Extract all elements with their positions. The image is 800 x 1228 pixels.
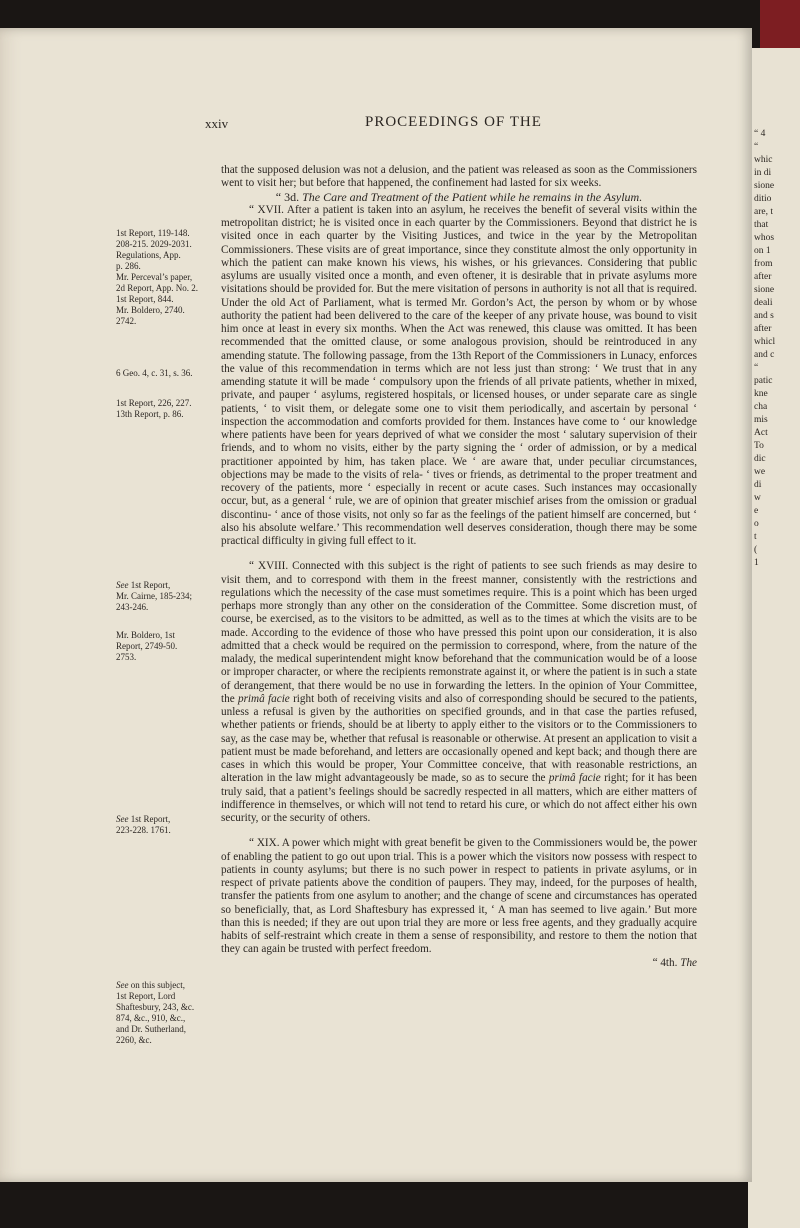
margin-note-5 [116, 630, 216, 663]
catchword: “ 4th. The [652, 956, 697, 969]
adjacent-page-fragment: t [754, 532, 757, 542]
paragraph-xix: “ XIX. A power which might with great benefit be given to the Commissioners would be, the power of enabling the patient to go out upon trial. This is a power which the visitors now possess with respect to patients in county asylums; but there is no such power in respect to patients in private asylums, or in respect of private patients above the condition of paupers. They may, indeed, for the purposes of health, transfer the patients from one asylum to another; and the change of scene and circumstances has operated so beneficially, that, as Lord Shaftesbury has expressed it, ‘ A man has seemed to live again.’ But more than this is needed; if they are out upon trial they are more or less free agents, and they gradually acquire habits of self-restraint which create in them a sense of responsibility, and restore to them the notion that they can again be trusted with perfect freedom. [221, 837, 697, 956]
section-heading: “ 3d. The Care and Treatment of the Patient while he remains in the Asylum. [275, 189, 643, 204]
adjacent-page-fragment: and c [754, 350, 775, 360]
adjacent-page-fragment: kne [754, 389, 768, 399]
adjacent-page-fragment: that [754, 220, 769, 230]
adjacent-page-fragment: ditio [754, 194, 772, 204]
adjacent-page-fragment: “ [754, 363, 759, 373]
margin-note-line: p. 286. [116, 261, 141, 271]
adjacent-page-fragment: di [754, 480, 762, 490]
adjacent-page-fragment: 1 [754, 558, 759, 568]
adjacent-page-fragment: ( [754, 545, 758, 555]
margin-note-line: 2742. [116, 316, 137, 326]
paragraph-intro: that the supposed delusion was not a delusion, and the patient was released as soon as the Commissioners went to visit her; but before that happened, the confinement had lasted for six weeks. [221, 164, 697, 190]
adjacent-page-fragment: o [754, 519, 759, 529]
margin-note-line: 6 Geo. 4, c. 31, s. 36. [116, 368, 193, 378]
paragraph-xviii: “ XVIII. Connected with this subject is the right of patients to see such friends as may desire to visit them, and to correspond with them in the freest manner, consistently with the restrictions and regulations which the necessity of the case must sometimes require. This is a point which has been urged perhaps more strongly than any other on the consideration of the Committee. Some discretion must, of course, be exercised, as to the visitors to be admitted, as well as to the times at which the visits are to be made. According to the evidence of those who have pressed this point upon our consideration, it is also admitted that a check would be required on the permission to correspond, where, from the nature of the malady, the medical superintendent might know beforehand that the communication would be of a loose or improper character, or where the recipients remonstrate against it, or where the patient is in such a state of derangement, that there would be no use in forwarding the letters. In the opinion of Your Committee, the primâ facie right both of receiving visits and also of corresponding should be secured to the patients, unless a refusal is given by the authorities on specified grounds, and in that case the parties refused, whether patients or friends, should be at liberty to apply either to the visitors or to the Commissioners to say, as the case may be, whether that refusal is reasonable or otherwise. At present an application to visit a patient must be made beforehand, and letters are occasionally opened and kept back; and though there are cases in which this would be proper, Your Committee conceive, that with reasonable restrictions, an alteration in the law might advantageously be made, so as to secure the primâ facie right; for it has been truly said, that a patient’s feelings should be sacredly respected in all matters, which are either matters of indifference in themselves, or which will not tend to retard his cure, or which do not affect either his own security, or the security of others. [221, 560, 698, 824]
margin-note-line: 208-215. 2029-2031. [116, 239, 192, 249]
margin-note-6: See 1st Report, 223-228. 1761. [116, 814, 171, 835]
adjacent-page-fragment: w [754, 493, 761, 503]
adjacent-page-fragment: in di [754, 168, 772, 178]
margin-note-line: 1st Report, 226, 227. [116, 398, 192, 408]
adjacent-page-fragment: mis [754, 415, 768, 425]
margin-note-line: Mr. Boldero, 1st [116, 630, 176, 640]
margin-note-line: Regulations, App. [116, 250, 181, 260]
adjacent-page-fragment: “ 4 [754, 129, 766, 139]
margin-note-7: See on this subject, 1st Report, Lord Shaftesbury, 243, &c. 874, &c., 910, &c., and Dr. Sutherland, 2260, &c. [116, 980, 195, 1045]
adjacent-page-fragment: whicl [754, 337, 776, 347]
margin-note-line: 2753. [116, 652, 137, 662]
adjacent-page-fragment: sione [754, 285, 775, 295]
adjacent-page-fragment: on 1 [754, 246, 771, 256]
adjacent-page-fragment: after [754, 324, 772, 334]
book-page [0, 28, 752, 1182]
adjacent-page-fragment: we [754, 467, 766, 477]
body-text [221, 164, 697, 970]
background-strip [760, 0, 800, 50]
adjacent-page-fragment: after [754, 272, 772, 282]
margin-note-line: 2d Report, App. No. 2. [116, 283, 198, 293]
margin-note-line: 1st Report, 119-148. [116, 228, 190, 238]
adjacent-page-fragment: cha [754, 402, 768, 412]
page-number: xxiv [205, 116, 229, 131]
adjacent-page-fragment: whos [754, 233, 775, 243]
adjacent-page-fragment: “ [754, 142, 759, 152]
margin-note-line: Mr. Perceval’s paper, [116, 272, 193, 282]
adjacent-page-fragment: whic [754, 155, 773, 165]
paragraph-xvii: “ XVII. After a patient is taken into an asylum, he receives the benefit of several visits within the metropolitan district; he is visited once in each quarter by the Commissioners. Beyond that district he is visited once in each quarter by the Visiting Justices, and twice in the year by the Metropolitan Commissioners. These visits are of great importance, since they constitute almost the only opportunity in which the patient can make known his views, his wishes, or his grievances. Considering that public asylums are usually visited once a month, and even oftener, it is desirable that in private asylums more visitations should be provided for. But the mere visitation of persons in authority is not all that is required. Under the old Act of Parliament, what is termed Mr. Gordon’s Act, the person by whom or by whose authority the patient had been delivered to the care of the keeper of any private house, was bound to visit him once at least in every six months. When the Act was renewed, this clause was omitted. It has been recommended that the omitted clause, or some analogous provision, should be reintroduced in any amending statute. The following passage, from the 13th Report of the Commissioners in Lunacy, enforces the value of this recommendation in terms which are not less just than strong: ‘ We trust that in any amending statute it will be made ‘ compulsory upon the friends of all private patients, whether in mixed, private, and pauper ‘ asylums, registered hospitals, or licensed houses, or under separate care as single patients, ‘ to visit them, or delegate some one to visit them periodically, and ascertain by personal ‘ inspection the accommodation and comforts provided for them. Instances have come to ‘ our knowledge where patients have been for years deprived of what we consider the most ‘ salutary supervision of their friends, and to whom no visits, either by the party signing the ‘ order of admission, or by a medical practitioner appointed by him, has taken place. We ‘ are aware that, under peculiar circumstances, objections may be made to the visits of rela- ‘ tives or friends, as detrimental to the proper treatment and recovery of the patients, more ‘ especially in recent or acute cases. Such instances may occasionally occur, but, as a general ‘ rule, we are of opinion that greater mischief arises from the omission or gradual discontinu- ‘ ance of those visits, not only so far as the feelings of the patient himself are concerned, but ‘ also his absolute welfare.’ This recommendation well deserves consideration, though there may be some practical difficulty in giving full effect to it. [221, 203, 697, 547]
margin-note-2 [116, 368, 216, 379]
running-head: PROCEEDINGS OF THE [365, 114, 542, 130]
adjacent-page-fragment: To [754, 441, 764, 451]
margin-note-line: Report, 2749-50. [116, 641, 178, 651]
adjacent-page-fragment: are, t [754, 207, 773, 217]
adjacent-page-fragment: dic [754, 454, 766, 464]
adjacent-page-fragment: Act [754, 428, 768, 438]
adjacent-page-edge [748, 48, 800, 1228]
margin-note-1 [116, 228, 216, 327]
adjacent-page-fragment: patic [754, 376, 773, 386]
margin-note-line: Mr. Boldero, 2740. [116, 305, 185, 315]
page-header [205, 116, 705, 136]
adjacent-page-fragment: e [754, 506, 759, 516]
margin-note-line: 13th Report, p. 86. [116, 409, 184, 419]
margin-note-4: See 1st Report, Mr. Cairne, 185-234; 243-246. [116, 580, 192, 612]
margin-note-3 [116, 398, 216, 420]
adjacent-page-fragment: sione [754, 181, 775, 191]
margin-note-line: 1st Report, 844. [116, 294, 174, 304]
adjacent-page-fragment: deali [754, 298, 773, 308]
adjacent-page-fragment: from [754, 259, 773, 269]
adjacent-page-fragment: and s [754, 311, 774, 321]
